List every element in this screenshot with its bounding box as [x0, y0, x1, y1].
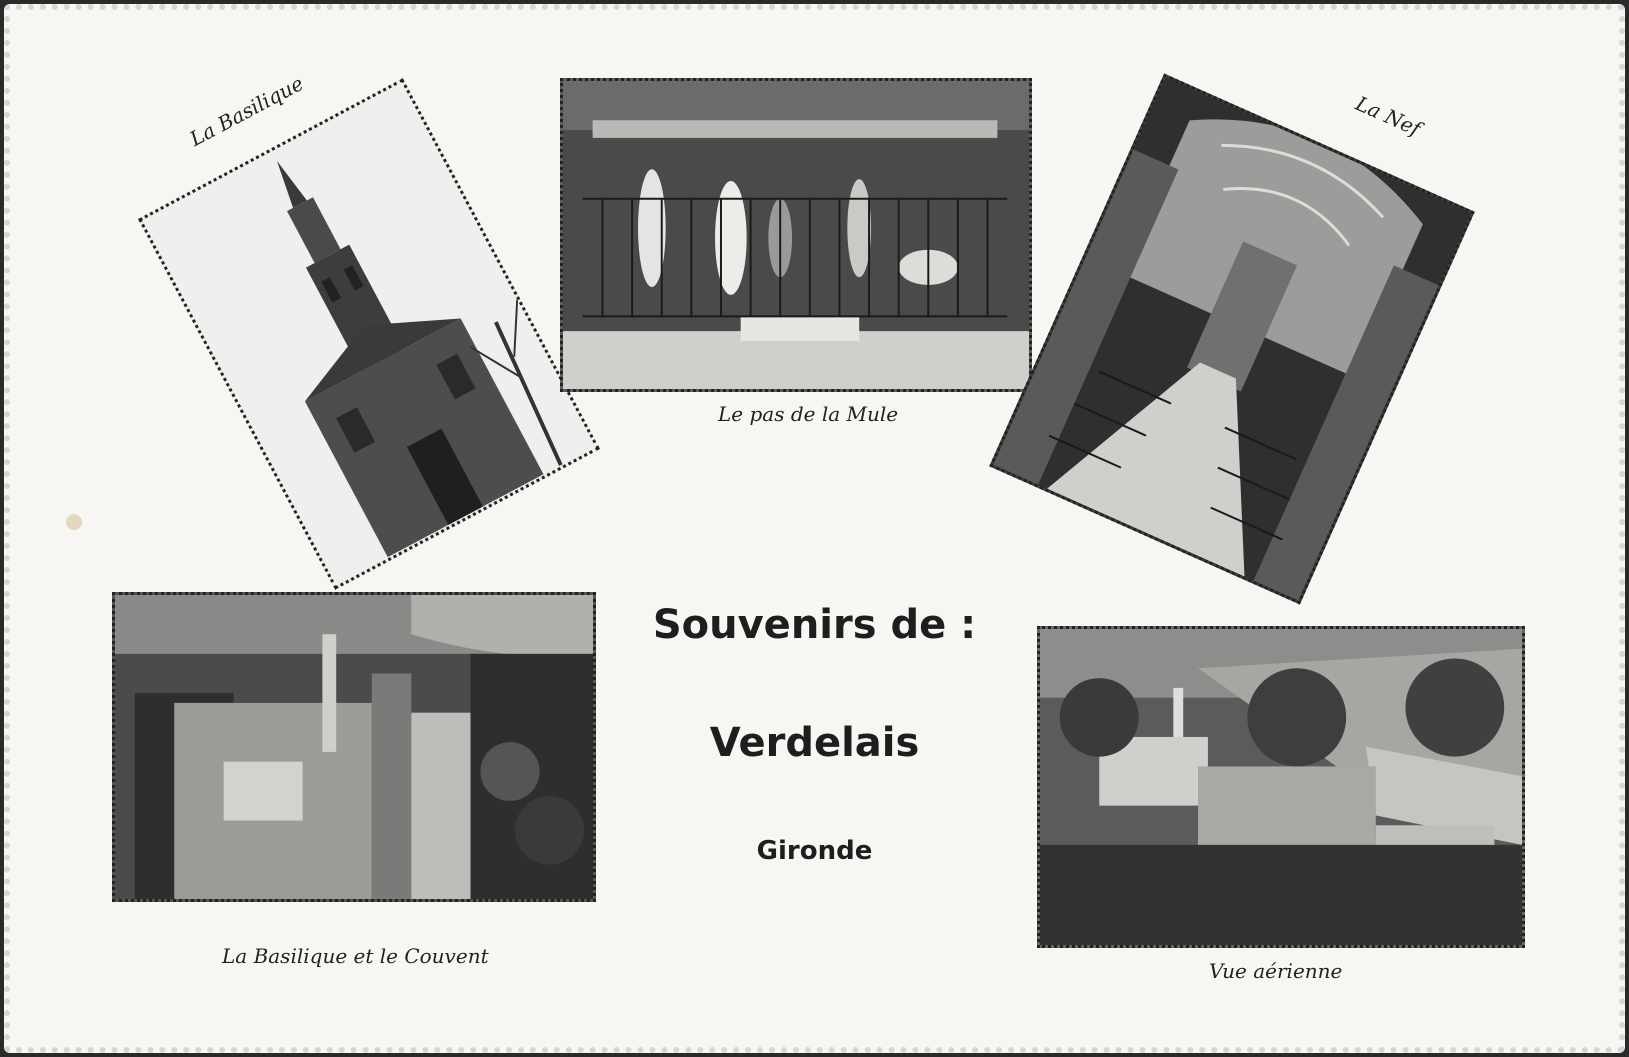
- postcard: [4, 4, 1625, 1053]
- aerial-view-illustration: [1040, 629, 1522, 945]
- photo-vue-aerienne: [1037, 626, 1525, 948]
- title-verdelais: Verdelais: [709, 720, 920, 766]
- grotto-illustration: [563, 81, 1029, 389]
- caption-pas-de-la-mule: Le pas de la Mule: [718, 402, 899, 426]
- basilique-illustration: [142, 82, 596, 586]
- age-spot: [66, 514, 82, 530]
- nave-illustration: [993, 77, 1471, 600]
- photo-basilique: [138, 78, 600, 590]
- caption-vue-aerienne: Vue aérienne: [1209, 959, 1343, 983]
- title-gironde: Gironde: [756, 836, 873, 866]
- caption-basilique-et-couvent: La Basilique et le Couvent: [222, 944, 489, 968]
- photo-nef: [989, 73, 1475, 604]
- caption-basilique: La Basilique: [185, 71, 308, 151]
- title-souvenirs: Souvenirs de :: [652, 602, 977, 648]
- caption-nef: La Nef: [1352, 91, 1425, 141]
- photo-pas-de-la-mule: [560, 78, 1032, 392]
